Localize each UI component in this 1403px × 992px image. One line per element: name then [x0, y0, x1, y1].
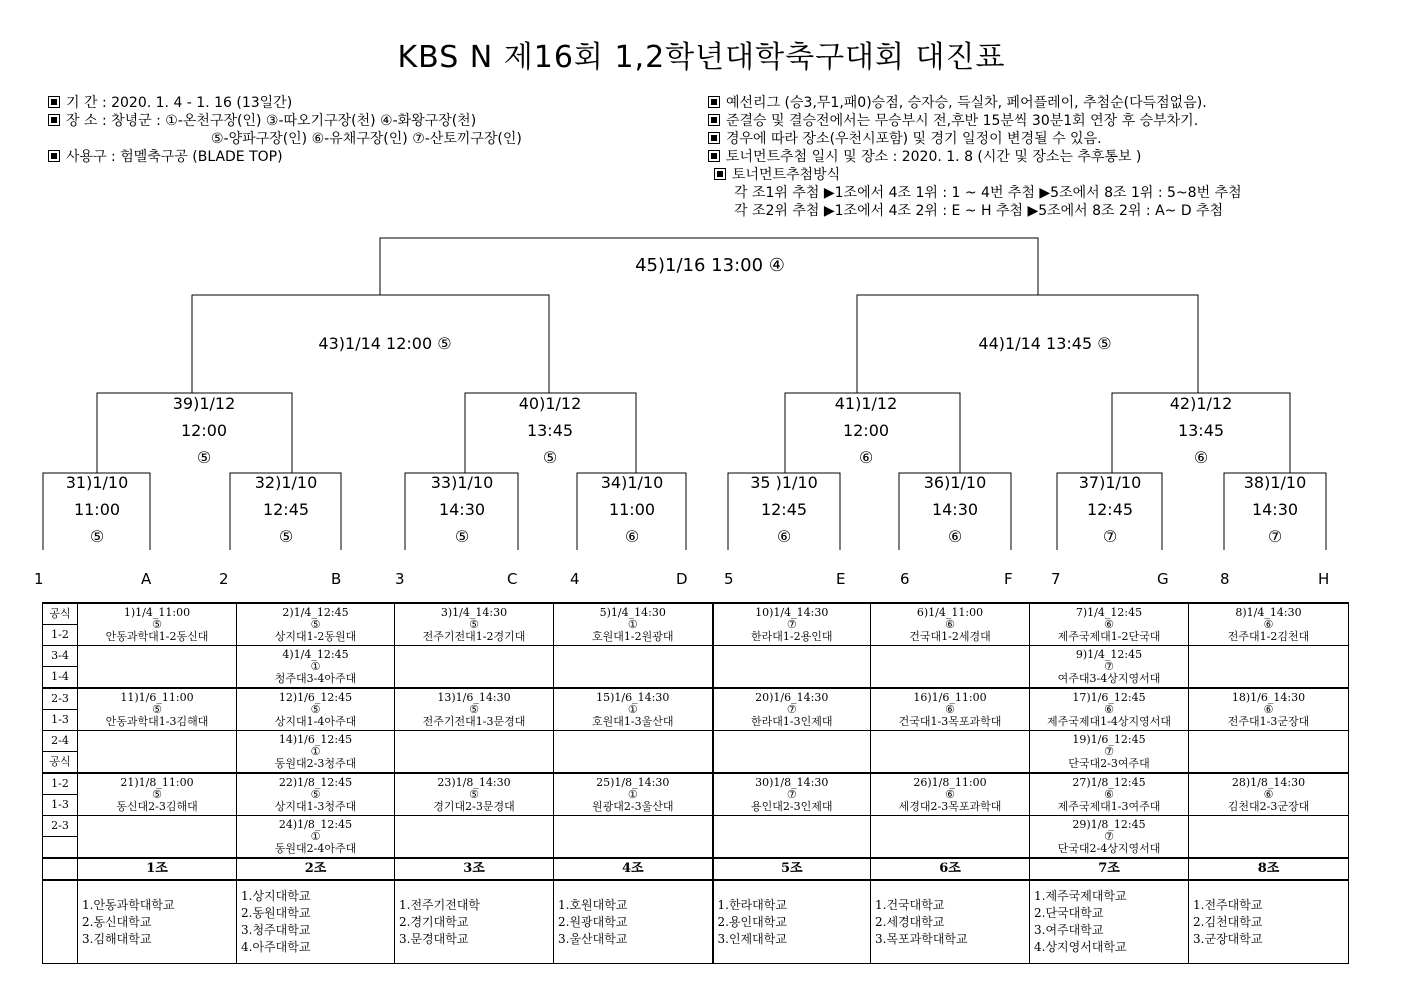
team-name: 1.건국대학교: [875, 897, 945, 912]
match-cell: [554, 731, 713, 774]
venue-mark: ①: [627, 787, 638, 801]
match-teams: 안동과학대1-2동신대: [105, 629, 209, 643]
team-name: 2.경기대학교: [399, 914, 469, 929]
schedule-table: [42, 602, 1349, 964]
match-teams: 건국대1-3목포과학대: [898, 714, 1002, 728]
match-cell: [1030, 646, 1189, 689]
team-name: 4.아주대학교: [241, 940, 311, 954]
venue-mark: ⑤: [152, 617, 162, 631]
slot-label: 8: [1220, 570, 1230, 588]
match-teams: 청주대3-4아주대: [274, 671, 357, 685]
match-teams: 한라대1-3인제대: [751, 714, 833, 728]
team-name: 3.김해대학교: [82, 931, 152, 946]
slot-label: 2: [219, 570, 229, 588]
round-label: 1-3: [43, 795, 78, 816]
info-draw-date: 토너먼트추첨 일시 및 장소 : 2020. 1. 8 (시간 및 장소는 추후통보 ): [708, 148, 1242, 166]
group-header-row: [43, 858, 1349, 880]
semi1-match-label: 43)1/14 12:00 ⑤: [318, 334, 452, 353]
r16-8-match-label: 38)1/10 14:30 ⑦: [1243, 473, 1307, 546]
team-name: 3.인제대학교: [717, 931, 787, 946]
round-label: 1-3: [43, 710, 78, 731]
team-name: 3.여주대학교: [1034, 923, 1104, 937]
match-cell: [554, 646, 713, 689]
venue-mark: ⑥: [1263, 702, 1274, 716]
match-cell: [237, 688, 395, 731]
group-label: 4조: [554, 858, 713, 880]
match-cell: [1189, 731, 1349, 774]
round-label: 1-2: [43, 773, 78, 795]
match-cell: [871, 731, 1030, 774]
match-cell: [237, 816, 395, 859]
match-number-time: 12)1/6_12:45: [278, 690, 353, 704]
venue-mark: ⑤: [152, 787, 162, 801]
match-cell: [871, 816, 1030, 859]
venue-mark: ⑦: [786, 702, 797, 716]
match-number-time: 11)1/6_11:00: [120, 690, 194, 704]
match-cell: [78, 688, 237, 731]
round-label: 1-2: [43, 625, 78, 646]
match-cell: [713, 603, 871, 646]
match-teams: 단국대2-4상지영서대: [1057, 841, 1161, 855]
group-team-list: [1189, 880, 1349, 964]
group-team-list: [237, 880, 395, 964]
match-number-time: 17)1/6_12:45: [1072, 690, 1146, 704]
team-name: 2.단국대학교: [1034, 906, 1104, 920]
match-teams: 동원대2-4아주대: [274, 841, 357, 855]
match-teams: 호원대1-3울산대: [592, 714, 674, 728]
match-teams: 전주대1-2김천대: [1227, 629, 1310, 643]
team-name: 2.세경대학교: [875, 914, 945, 929]
team-name: 3.청주대학교: [241, 923, 311, 937]
info-venue-cont: ⑤-양파구장(인) ⑥-유채구장(인) ⑦-산토끼구장(인): [211, 131, 522, 147]
schedule-row: [43, 603, 1349, 625]
slot-label: D: [676, 570, 688, 588]
schedule-row: [43, 646, 1349, 667]
round-label: 2-3: [43, 688, 78, 710]
match-cell: [871, 773, 1030, 816]
group-label: 3조: [395, 858, 554, 880]
match-cell: [713, 688, 871, 731]
group-team-list: [871, 880, 1030, 964]
match-cell: [237, 646, 395, 689]
venue-mark: ⑦: [786, 617, 797, 631]
group-team-list: [78, 880, 237, 964]
slot-label: E: [836, 570, 846, 588]
group-teams-row: [43, 880, 1349, 964]
match-cell: [395, 646, 554, 689]
match-cell: [1030, 603, 1189, 646]
match-cell: [1189, 688, 1349, 731]
match-cell: [395, 603, 554, 646]
venue-mark: ⑤: [469, 617, 479, 631]
match-cell: [871, 688, 1030, 731]
info-draw-second: 각 조2위 추첨 ▶1조에서 4조 2위 : E ~ H 추첨 ▶5조에서 8조 2위 : A~ D 추첨: [734, 203, 1224, 219]
match-cell: [1189, 773, 1349, 816]
info-change-rule: 경우에 따라 장소(우천시포함) 및 경기 일정이 변경될 수 있음.: [708, 130, 1242, 148]
match-teams: 상지대1-2동원대: [274, 629, 357, 643]
r16-6-match-label: 36)1/10 14:30 ⑥: [923, 473, 987, 546]
match-teams: 전주기전대1-2경기대: [422, 629, 526, 643]
match-cell: [395, 688, 554, 731]
venue-mark: ⑥: [1104, 617, 1114, 631]
match-cell: [554, 773, 713, 816]
match-number-time: 6)1/4_11:00: [916, 605, 984, 619]
match-cell: [713, 731, 871, 774]
match-cell: [1030, 688, 1189, 731]
match-cell: [1189, 646, 1349, 689]
match-number-time: 19)1/6_12:45: [1072, 732, 1146, 746]
venue-mark: ①: [310, 829, 321, 843]
round-label: 1-4: [43, 667, 78, 689]
match-teams: 전주기전대1-3문경대: [422, 714, 526, 728]
group-team-list: [713, 880, 871, 964]
slot-label: H: [1318, 570, 1330, 588]
match-cell: [713, 816, 871, 859]
slot-label: 5: [724, 570, 734, 588]
team-name: 1.전주기전대학: [399, 897, 481, 912]
venue-mark: ⑤: [469, 787, 479, 801]
team-name: 1.상지대학교: [241, 889, 311, 903]
match-cell: [1030, 773, 1189, 816]
match-teams: 용인대2-3인제대: [751, 799, 833, 813]
match-number-time: 25)1/8_14:30: [596, 775, 670, 789]
match-teams: 한라대1-2용인대: [751, 629, 833, 643]
slot-label: 6: [900, 570, 910, 588]
team-name: 2.동원대학교: [241, 906, 311, 920]
match-teams: 원광대2-3울산대: [592, 799, 674, 813]
match-cell: [554, 816, 713, 859]
slot-label: A: [141, 570, 152, 588]
match-number-time: 18)1/6_14:30: [1231, 690, 1306, 704]
group-label: 5조: [713, 858, 871, 880]
match-number-time: 13)1/6_14:30: [437, 690, 511, 704]
qf2-match-label: 40)1/12 13:45 ⑤: [518, 394, 582, 467]
match-number-time: 9)1/4_12:45: [1075, 647, 1143, 661]
info-venue: 장 소 : 창녕군 : ①-온천구장(인) ③-따오기구장(천) ④-화왕구장(천): [48, 112, 522, 130]
match-number-time: 3)1/4_14:30: [440, 605, 508, 619]
r16-1-match-label: 31)1/10 11:00 ⑤: [65, 473, 129, 546]
group-label: 8조: [1189, 858, 1349, 880]
match-teams: 호원대1-2원광대: [592, 629, 674, 643]
venue-mark: ⑥: [945, 702, 955, 716]
info-draw-method: 토너먼트추첨방식: [708, 166, 1242, 184]
match-cell: [713, 646, 871, 689]
team-name: 2.김천대학교: [1193, 914, 1263, 929]
match-teams: 동신대2-3김해대: [116, 799, 198, 813]
match-number-time: 16)1/6_11:00: [913, 690, 987, 704]
group-team-list: [395, 880, 554, 964]
match-cell: [237, 603, 395, 646]
match-cell: [78, 773, 237, 816]
info-period: 기 간 : 2020. 1. 4 - 1. 16 (13일간): [48, 94, 522, 112]
match-cell: [1189, 816, 1349, 859]
venue-mark: ⑥: [1104, 702, 1114, 716]
qf1-match-label: 39)1/12 12:00 ⑤: [172, 394, 236, 467]
group-team-list: [554, 880, 713, 964]
info-draw-first: 각 조1위 추첨 ▶1조에서 4조 1위 : 1 ~ 4번 추첨 ▶5조에서 8조 1위 : 5~8번 추첨: [734, 185, 1242, 201]
venue-mark: ①: [310, 659, 321, 673]
venue-mark: ⑤: [310, 787, 321, 801]
info-ball: 사용구 : 험멜축구공 (BLADE TOP): [48, 148, 522, 166]
slot-label: 3: [395, 570, 405, 588]
match-teams: 단국대2-3여주대: [1068, 756, 1150, 770]
venue-mark: ⑥: [1263, 787, 1274, 801]
match-teams: 건국대1-2세경대: [909, 629, 991, 643]
r16-4-match-label: 34)1/10 11:00 ⑥: [600, 473, 664, 546]
venue-mark: ⑥: [1104, 787, 1114, 801]
venue-mark: ⑤: [310, 702, 321, 716]
match-cell: [871, 646, 1030, 689]
venue-mark: ⑦: [1104, 829, 1114, 843]
venue-mark: ⑤: [469, 702, 479, 716]
match-number-time: 1)1/4_11:00: [123, 605, 191, 619]
match-number-time: 21)1/8_11:00: [120, 775, 194, 789]
final-match-label: 45)1/16 13:00 ④: [635, 255, 785, 276]
slot-label: F: [1004, 570, 1013, 588]
match-number-time: 23)1/8_14:30: [437, 775, 511, 789]
match-number-time: 22)1/8_12:45: [278, 775, 353, 789]
match-teams: 동원대2-3청주대: [274, 756, 357, 770]
match-number-time: 27)1/8_12:45: [1072, 775, 1146, 789]
info-league-rule: 예선리그 (승3,무1,패0)승점, 승자승, 득실차, 페어플레이, 추첨순(다득점없음).: [708, 94, 1242, 112]
match-cell: [78, 816, 237, 859]
match-number-time: 4)1/4_12:45: [282, 647, 349, 661]
match-cell: [78, 603, 237, 646]
round-label: 2-4: [43, 731, 78, 752]
match-teams: 전주대1-3군장대: [1227, 714, 1310, 728]
r16-2-match-label: 32)1/10 12:45 ⑤: [254, 473, 318, 546]
venue-mark: ⑥: [945, 617, 955, 631]
r16-7-match-label: 37)1/10 12:45 ⑦: [1078, 473, 1142, 546]
group-label: 7조: [1030, 858, 1189, 880]
match-cell: [78, 646, 237, 689]
group-label: 1조: [78, 858, 237, 880]
schedule-row: [43, 773, 1349, 795]
team-name: 4.상지영서대학교: [1034, 940, 1127, 954]
group-team-list: [1030, 880, 1189, 964]
match-cell: [713, 773, 871, 816]
group-label: 6조: [871, 858, 1030, 880]
slot-label: 7: [1051, 570, 1061, 588]
match-number-time: 24)1/8_12:45: [278, 817, 353, 831]
round-label: 3-4: [43, 646, 78, 667]
match-number-time: 29)1/8_12:45: [1072, 817, 1146, 831]
match-cell: [237, 731, 395, 774]
venue-mark: ⑦: [786, 787, 797, 801]
team-name: 1.한라대학교: [717, 897, 787, 912]
slot-label: C: [507, 570, 518, 588]
match-teams: 여주대3-4상지영서대: [1057, 671, 1161, 685]
match-cell: [395, 773, 554, 816]
info-extra-time-rule: 준결승 및 결승전에서는 무승부시 전,후반 15분씩 30분1회 연장 후 승부차기.: [708, 112, 1242, 130]
match-cell: [554, 688, 713, 731]
venue-mark: ⑥: [1263, 617, 1274, 631]
match-cell: [78, 731, 237, 774]
team-name: 2.원광대학교: [558, 914, 628, 929]
page-title: KBS N 제16회 1,2학년대학축구대회 대진표: [397, 40, 1006, 75]
match-teams: 제주국제대1-4상지영서대: [1047, 714, 1171, 728]
schedule-row: [43, 688, 1349, 710]
round-label: 2-3: [43, 816, 78, 837]
team-name: 3.울산대학교: [558, 931, 628, 946]
venue-mark: ⑦: [1104, 744, 1114, 758]
round-label: [43, 837, 78, 859]
match-cell: [395, 731, 554, 774]
match-number-time: 5)1/4_14:30: [599, 605, 666, 619]
match-number-time: 7)1/4_12:45: [1075, 605, 1143, 619]
slot-label: G: [1157, 570, 1169, 588]
match-teams: 제주국제대1-3여주대: [1057, 799, 1161, 813]
team-name: 1.안동과학대학교: [82, 897, 175, 912]
match-cell: [1030, 816, 1189, 859]
match-teams: 세경대2-3목포과학대: [898, 799, 1002, 813]
venue-mark: ①: [310, 744, 321, 758]
round-label: 공식: [43, 603, 78, 625]
match-number-time: 14)1/6_12:45: [278, 732, 353, 746]
match-cell: [237, 773, 395, 816]
match-number-time: 26)1/8_11:00: [913, 775, 987, 789]
slot-label: 4: [570, 570, 580, 588]
team-name: 1.전주대학교: [1193, 897, 1263, 912]
r16-3-match-label: 33)1/10 14:30 ⑤: [430, 473, 494, 546]
round-label: 공식: [43, 752, 78, 774]
venue-mark: ①: [627, 702, 638, 716]
schedule-row: [43, 816, 1349, 837]
match-number-time: 20)1/6_14:30: [755, 690, 829, 704]
venue-mark: ⑥: [945, 787, 955, 801]
team-name: 2.용인대학교: [717, 914, 787, 929]
venue-mark: ⑤: [310, 617, 321, 631]
team-name: 1.제주국제대학교: [1034, 889, 1127, 903]
team-name: 2.동신대학교: [82, 914, 152, 929]
match-teams: 제주국제대1-2단국대: [1057, 629, 1161, 643]
match-number-time: 28)1/8_14:30: [1231, 775, 1306, 789]
team-name: 3.목포과학대학교: [875, 931, 968, 946]
match-cell: [871, 603, 1030, 646]
qf4-match-label: 42)1/12 13:45 ⑥: [1169, 394, 1233, 467]
venue-mark: ⑦: [1104, 659, 1114, 673]
slot-label: 1: [34, 570, 44, 588]
schedule-row: [43, 731, 1349, 752]
match-teams: 상지대1-3청주대: [274, 799, 357, 813]
match-number-time: 30)1/8_14:30: [755, 775, 829, 789]
empty-cell: [43, 880, 78, 964]
match-number-time: 15)1/6_14:30: [596, 690, 670, 704]
match-teams: 경기대2-3문경대: [433, 799, 515, 813]
venue-mark: ①: [627, 617, 638, 631]
match-teams: 안동과학대1-3김해대: [105, 714, 209, 728]
match-number-time: 2)1/4_12:45: [282, 605, 349, 619]
r16-5-match-label: 35 )1/10 12:45 ⑥: [750, 473, 818, 546]
match-cell: [395, 816, 554, 859]
qf3-match-label: 41)1/12 12:00 ⑥: [834, 394, 898, 467]
match-number-time: 8)1/4_14:30: [1235, 605, 1302, 619]
match-teams: 상지대1-4아주대: [274, 714, 357, 728]
venue-mark: ⑤: [152, 702, 162, 716]
team-name: 1.호원대학교: [558, 897, 628, 912]
match-teams: 김천대2-3군장대: [1227, 799, 1310, 813]
match-number-time: 10)1/4_14:30: [755, 605, 829, 619]
team-name: 3.문경대학교: [399, 931, 469, 946]
schedule-body: [43, 603, 1349, 964]
team-name: 3.군장대학교: [1193, 931, 1263, 946]
empty-cell: [43, 858, 78, 880]
slot-label: B: [331, 570, 342, 588]
semi2-match-label: 44)1/14 13:45 ⑤: [978, 334, 1112, 353]
match-cell: [1030, 731, 1189, 774]
match-cell: [1189, 603, 1349, 646]
group-label: 2조: [237, 858, 395, 880]
match-cell: [554, 603, 713, 646]
